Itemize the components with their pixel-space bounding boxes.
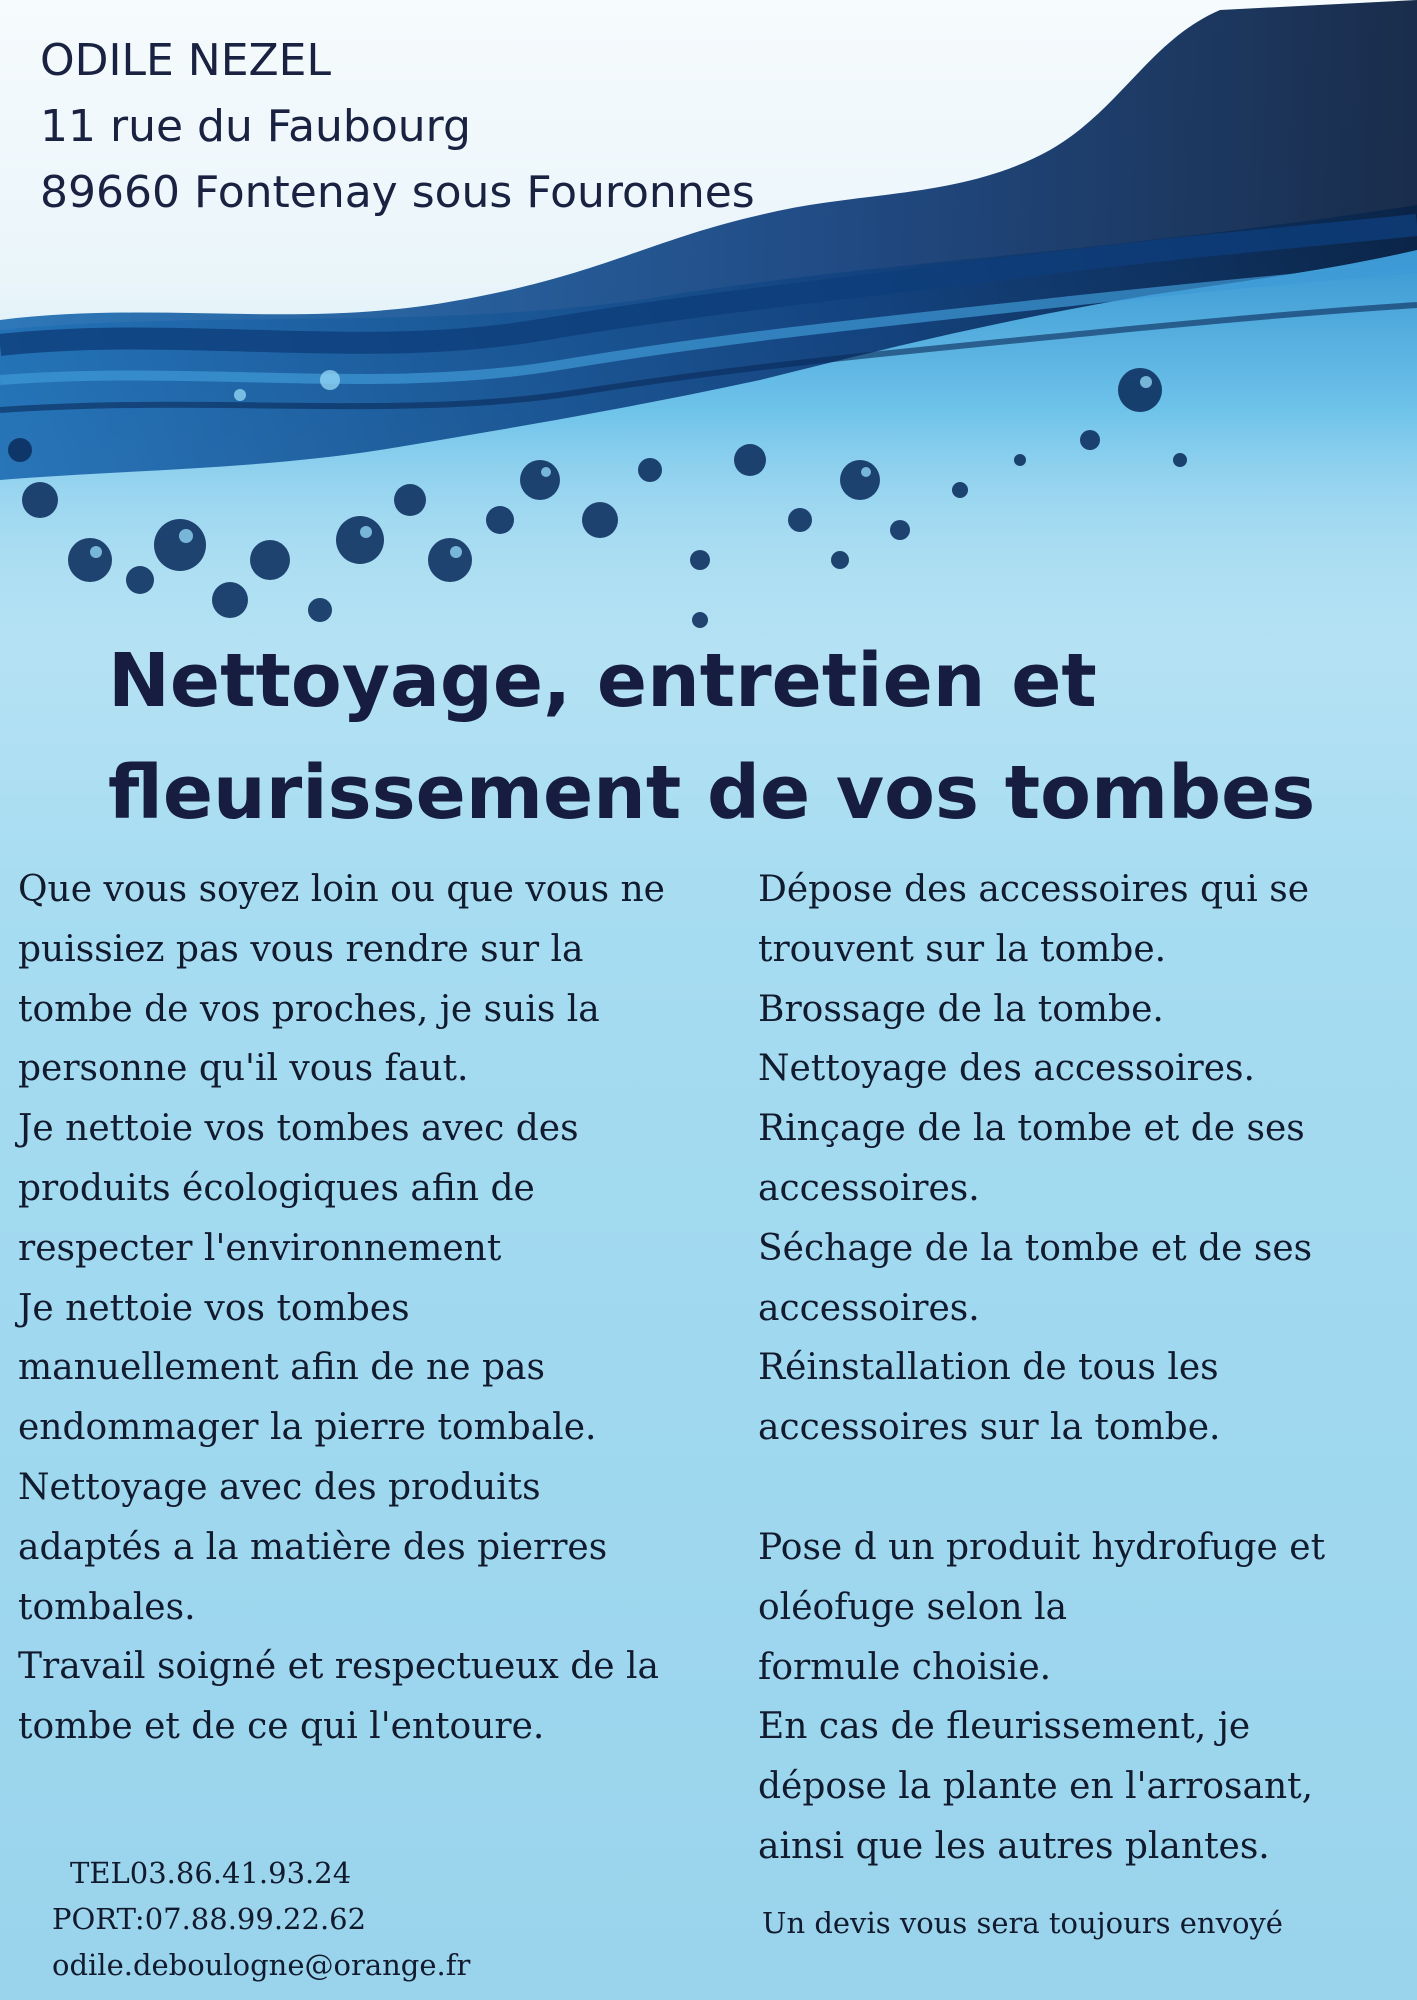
text-line: accessoires. [758,1167,980,1209]
text-line: ainsi que les autres plantes. [758,1825,1270,1867]
text-line: endommager la pierre tombale. [18,1407,597,1449]
text-line: formule choisie. [758,1646,1052,1688]
text-line: respecter l'environnement [18,1227,502,1269]
text-line: Nettoyage avec des produits [18,1466,541,1508]
text-line: puissiez pas vous rendre sur la [18,928,584,970]
text-line: manuellement afin de ne pas [18,1347,545,1389]
page-title [108,625,1408,849]
sender-address [40,28,755,226]
title-line-1: Nettoyage, entretien et [108,638,1097,724]
contact-block [52,1850,470,1988]
sender-city: 89660 Fontenay sous Fouronnes [40,167,755,218]
text-line: personne qu'il vous faut. [18,1048,469,1090]
text-line: Rinçage de la tombe et de ses [758,1108,1305,1150]
text-line: tombe de vos proches, je suis la [18,988,600,1030]
sender-name: ODILE NEZEL [40,35,331,86]
paragraph-gap [758,1458,1408,1518]
contact-email: odile.deboulogne@orange.fr [52,1948,471,1982]
text-line: tombe et de ce qui l'entoure. [18,1706,545,1748]
contact-mobile: PORT:07.88.99.22.62 [52,1902,367,1936]
text-line: accessoires. [758,1287,980,1329]
text-line: Pose d un produit hydrofuge et [758,1526,1326,1568]
left-column-text [18,860,718,1757]
text-line: trouvent sur la tombe. [758,928,1167,970]
text-line: dépose la plante en l'arrosant, [758,1766,1314,1808]
text-line: Dépose des accessoires qui se [758,869,1310,910]
text-line: Réinstallation de tous les [758,1347,1219,1389]
sender-street: 11 rue du Faubourg [40,101,471,152]
text-line: Séchage de la tombe et de ses [758,1227,1313,1269]
quote-note: Un devis vous sera toujours envoyé [762,1906,1283,1940]
text-line: Nettoyage des accessoires. [758,1048,1255,1090]
text-line: adaptés a la matière des pierres [18,1526,608,1568]
text-line: Je nettoie vos tombes avec des [18,1108,579,1150]
right-column-text [758,860,1408,1877]
text-line: accessoires sur la tombe. [758,1407,1221,1449]
text-line: En cas de fleurissement, je [758,1706,1251,1748]
text-line: Que vous soyez loin ou que vous ne [18,869,665,910]
text-line: Je nettoie vos tombes [18,1287,410,1329]
title-line-2: fleurissement de vos tombes [108,750,1316,836]
text-line: tombales. [18,1586,196,1628]
contact-phone: TEL03.86.41.93.24 [70,1856,352,1890]
text-line: produits écologiques afin de [18,1167,535,1209]
text-line: oléofuge selon la [758,1586,1068,1628]
text-line: Brossage de la tombe. [758,988,1164,1030]
text-line: Travail soigné et respectueux de la [18,1646,659,1688]
